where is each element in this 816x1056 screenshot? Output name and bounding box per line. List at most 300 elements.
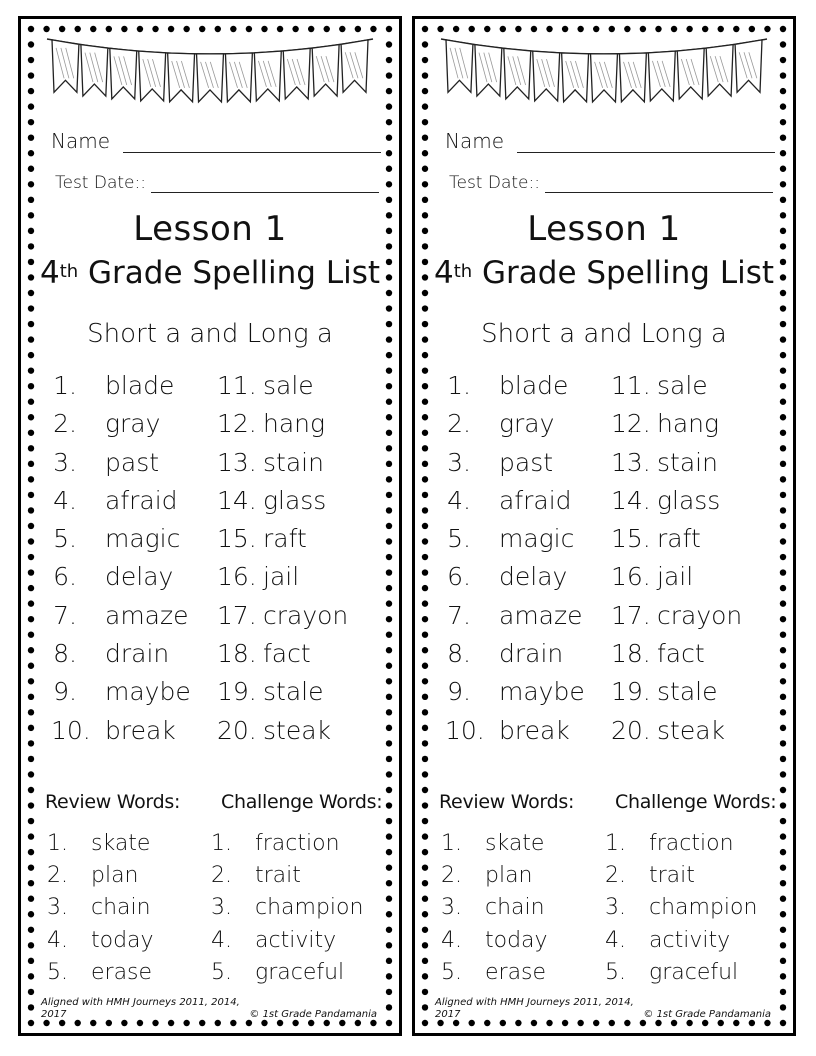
border-dot (324, 1020, 330, 1026)
spelling-word: past (105, 447, 160, 477)
review-word-list (47, 831, 217, 992)
spelling-word: crayon (263, 600, 349, 630)
spelling-word: chain (91, 895, 151, 921)
challenge-words-heading: Challenge Words: (615, 791, 777, 813)
name-field[interactable] (445, 129, 775, 157)
border-dot (422, 958, 428, 964)
border-dot (28, 352, 34, 358)
list-item (605, 928, 775, 960)
spelling-word: fraction (649, 831, 734, 856)
border-dot (718, 1020, 724, 1026)
border-dot (422, 787, 428, 793)
item-number: 1. (211, 831, 232, 856)
border-dot (780, 197, 786, 203)
list-item (217, 562, 387, 600)
border-dot (780, 72, 786, 78)
item-number: 15. (217, 524, 257, 554)
list-item (217, 639, 387, 677)
list-item (217, 716, 387, 754)
spelling-word: magic (499, 524, 575, 554)
border-dot (386, 305, 392, 311)
border-dot (780, 1020, 786, 1026)
item-number: 7. (447, 600, 471, 630)
border-dot (28, 989, 34, 995)
border-dot (386, 181, 392, 187)
border-dot (780, 88, 786, 94)
border-dot (422, 927, 428, 933)
border-dot (780, 849, 786, 855)
review-word-list (441, 831, 611, 992)
grade-title-rest: Grade Spelling List (482, 255, 775, 291)
list-item (217, 486, 387, 524)
item-number: 3. (47, 895, 68, 921)
list-item (611, 486, 781, 524)
item-number: 1. (447, 371, 471, 400)
word-list-col1 (51, 371, 221, 754)
item-number: 1. (605, 831, 626, 856)
border-dot (386, 787, 392, 793)
border-dot (28, 103, 34, 109)
border-dot (28, 57, 34, 63)
spelling-word: afraid (499, 485, 572, 515)
item-number: 19. (217, 677, 257, 707)
list-item (47, 831, 217, 863)
list-item (611, 677, 781, 715)
border-dot (422, 507, 428, 513)
border-dot (28, 911, 34, 917)
border-dot (28, 554, 34, 560)
border-dot (780, 896, 786, 902)
item-number: 13. (611, 447, 651, 477)
border-dot (422, 600, 428, 606)
spelling-word: amaze (105, 600, 189, 630)
spelling-word: crayon (657, 600, 743, 630)
item-number: 3. (211, 895, 232, 921)
item-number: 5. (211, 959, 232, 985)
border-dot (422, 709, 428, 715)
item-number: 2. (211, 863, 232, 889)
border-dot (422, 616, 428, 622)
border-dot (780, 818, 786, 824)
border-dot (780, 103, 786, 109)
border-dot (28, 492, 34, 498)
border-dot (28, 197, 34, 203)
item-number: 16. (217, 562, 257, 592)
name-line[interactable] (123, 152, 381, 153)
border-dot (780, 41, 786, 47)
spelling-word: steak (657, 715, 726, 745)
copyright-note: © 1st Grade Pandamania (643, 1009, 771, 1020)
border-dot (28, 461, 34, 467)
border-dot (28, 26, 34, 32)
border-dot (28, 476, 34, 482)
item-number: 11. (611, 371, 651, 400)
item-number: 2. (47, 863, 68, 889)
item-number: 4. (441, 927, 462, 953)
border-dot (28, 507, 34, 513)
spelling-word: erase (485, 959, 547, 985)
item-number: 7. (53, 600, 77, 630)
border-dot (686, 1020, 692, 1026)
border-dot (422, 678, 428, 684)
item-number: 12. (611, 409, 651, 439)
list-item (211, 928, 381, 960)
border-dot (422, 383, 428, 389)
list-item (441, 928, 611, 960)
border-dot (749, 1020, 755, 1026)
border-dot (422, 554, 428, 560)
list-item (47, 895, 217, 927)
item-number: 9. (53, 677, 77, 707)
spelling-word: raft (657, 524, 701, 554)
border-dot (422, 989, 428, 995)
item-number: 20. (217, 715, 257, 745)
border-dot (386, 927, 392, 933)
border-dot (28, 896, 34, 902)
list-item (51, 448, 221, 486)
border-dot (386, 818, 392, 824)
spelling-word: sale (657, 371, 708, 400)
border-dot (422, 88, 428, 94)
border-dot (386, 756, 392, 762)
border-dot (422, 694, 428, 700)
lesson-title: Lesson 1 (527, 209, 681, 249)
border-dot (386, 134, 392, 140)
item-number: 13. (217, 447, 257, 477)
list-item (611, 562, 781, 600)
spelling-word: sale (263, 371, 314, 400)
list-item (441, 960, 611, 992)
border-dot (292, 1020, 298, 1026)
item-number: 6. (53, 562, 77, 592)
border-dot (671, 1020, 677, 1026)
spelling-word: trait (649, 863, 695, 889)
border-dot (386, 973, 392, 979)
list-item (217, 371, 387, 409)
border-dot (386, 197, 392, 203)
test-date-field[interactable] (449, 169, 773, 197)
border-dot (28, 678, 34, 684)
list-item (47, 960, 217, 992)
border-dot (386, 989, 392, 995)
border-dot (780, 1004, 786, 1010)
border-dot (780, 989, 786, 995)
list-item (441, 831, 611, 863)
border-dot (28, 305, 34, 311)
item-number: 16. (611, 562, 651, 592)
list-item (47, 863, 217, 895)
challenge-words-heading: Challenge Words: (221, 791, 383, 813)
border-dot (28, 802, 34, 808)
border-dot (28, 445, 34, 451)
name-field[interactable] (51, 129, 381, 157)
border-dot (28, 694, 34, 700)
list-item (211, 831, 381, 863)
item-number: 4. (211, 927, 232, 953)
list-item (51, 677, 221, 715)
item-number: 10. (445, 715, 485, 745)
border-dot (422, 1004, 428, 1010)
spelling-word: erase (91, 959, 153, 985)
border-dot (780, 57, 786, 63)
border-dot (386, 911, 392, 917)
border-dot (422, 445, 428, 451)
border-dot (422, 352, 428, 358)
spelling-word: plan (485, 863, 533, 889)
word-list-col2 (611, 371, 781, 754)
border-dot (28, 166, 34, 172)
border-dot (780, 802, 786, 808)
border-dot (422, 631, 428, 637)
test-date-label: Test Date:: (449, 173, 540, 193)
border-dot (422, 864, 428, 870)
item-number: 5. (53, 524, 77, 554)
border-dot (422, 569, 428, 575)
pennant-banner-icon (43, 25, 377, 113)
border-dot (28, 383, 34, 389)
border-dot (28, 973, 34, 979)
spelling-word: fact (263, 639, 311, 669)
border-dot (28, 864, 34, 870)
test-date-line[interactable] (151, 192, 379, 193)
name-line[interactable] (517, 152, 775, 153)
item-number: 18. (611, 639, 651, 669)
border-dot (702, 1020, 708, 1026)
border-dot (386, 150, 392, 156)
item-number: 2. (53, 409, 77, 439)
list-item (217, 601, 387, 639)
spelling-word: magic (105, 524, 181, 554)
spelling-word: jail (263, 562, 300, 592)
item-number: 12. (217, 409, 257, 439)
item-number: 8. (53, 639, 77, 669)
border-dot (780, 756, 786, 762)
border-dot (780, 942, 786, 948)
border-dot (28, 927, 34, 933)
border-dot (28, 787, 34, 793)
border-dot (422, 849, 428, 855)
border-dot (780, 958, 786, 964)
border-dot (780, 771, 786, 777)
list-item (611, 409, 781, 447)
border-dot (28, 616, 34, 622)
border-dot (28, 585, 34, 591)
list-item (611, 524, 781, 562)
border-dot (386, 166, 392, 172)
item-number: 9. (447, 677, 471, 707)
border-dot (733, 1020, 739, 1026)
border-dot (28, 181, 34, 187)
list-item (217, 524, 387, 562)
review-words-heading: Review Words: (45, 791, 181, 813)
item-number: 8. (447, 639, 471, 669)
border-dot (28, 414, 34, 420)
border-dot (422, 725, 428, 731)
list-item (445, 524, 615, 562)
border-dot (386, 57, 392, 63)
border-dot (386, 103, 392, 109)
border-dot (780, 134, 786, 140)
word-list-col2 (217, 371, 387, 754)
border-dot (28, 771, 34, 777)
border-dot (28, 818, 34, 824)
list-item (445, 371, 615, 409)
spelling-word: drain (105, 639, 170, 669)
challenge-word-list (211, 831, 381, 992)
border-dot (422, 818, 428, 824)
spelling-word: maybe (105, 677, 191, 707)
border-dot (780, 833, 786, 839)
border-dot (422, 41, 428, 47)
border-dot (655, 1020, 661, 1026)
border-dot (780, 150, 786, 156)
item-number: 5. (441, 959, 462, 985)
border-dot (28, 538, 34, 544)
spelling-word: activity (649, 927, 731, 953)
border-dot (28, 880, 34, 886)
spelling-word: gray (499, 409, 555, 439)
spelling-word: graceful (649, 959, 739, 985)
grade-number: 4 (39, 255, 60, 291)
grade-suffix: th (453, 261, 473, 282)
list-item (445, 562, 615, 600)
border-dot (422, 197, 428, 203)
spelling-word: fact (657, 639, 705, 669)
border-dot (422, 305, 428, 311)
border-dot (28, 833, 34, 839)
spelling-pattern: Short a and Long a (481, 319, 727, 349)
list-item (605, 960, 775, 992)
border-dot (422, 1020, 428, 1026)
list-item (611, 639, 781, 677)
spelling-word: champion (649, 895, 758, 921)
border-dot (261, 1020, 267, 1026)
spelling-word: blade (499, 371, 569, 400)
border-dot (28, 756, 34, 762)
border-dot (386, 942, 392, 948)
spelling-word: break (499, 715, 570, 745)
spelling-word: amaze (499, 600, 583, 630)
alignment-note: Aligned with HMH Journeys 2011, 2014, 2017 (435, 997, 634, 1020)
item-number: 14. (217, 485, 257, 515)
border-dot (422, 461, 428, 467)
item-number: 4. (447, 485, 471, 515)
list-item (605, 895, 775, 927)
item-number: 5. (605, 959, 626, 985)
border-dot (386, 119, 392, 125)
item-number: 11. (217, 371, 257, 400)
border-dot (370, 1020, 376, 1026)
border-dot (422, 119, 428, 125)
test-date-line[interactable] (545, 192, 773, 193)
grade-title (21, 255, 399, 291)
border-dot (277, 1020, 283, 1026)
list-item (211, 960, 381, 992)
item-number: 4. (53, 485, 77, 515)
list-item (47, 928, 217, 960)
spelling-word: plan (91, 863, 139, 889)
spelling-word: stain (657, 447, 718, 477)
list-item (445, 601, 615, 639)
border-dot (386, 864, 392, 870)
list-item (51, 639, 221, 677)
border-dot (780, 166, 786, 172)
item-number: 6. (447, 562, 471, 592)
border-dot (28, 430, 34, 436)
border-dot (422, 973, 428, 979)
list-item (441, 863, 611, 895)
border-dot (339, 1020, 345, 1026)
spelling-word: break (105, 715, 176, 745)
list-item (51, 562, 221, 600)
border-dot (355, 1020, 361, 1026)
spelling-word: skate (485, 831, 545, 856)
spelling-word: graceful (255, 959, 345, 985)
border-dot (28, 958, 34, 964)
border-dot (422, 585, 428, 591)
border-dot (28, 600, 34, 606)
border-dot (422, 367, 428, 373)
border-dot (422, 430, 428, 436)
border-dot (422, 476, 428, 482)
border-dot (780, 911, 786, 917)
list-item (445, 448, 615, 486)
spelling-word: stale (657, 677, 718, 707)
border-dot (780, 305, 786, 311)
item-number: 5. (47, 959, 68, 985)
list-item (441, 895, 611, 927)
list-item (211, 863, 381, 895)
list-item (51, 409, 221, 447)
border-dot (28, 72, 34, 78)
border-dot (422, 492, 428, 498)
border-dot (28, 849, 34, 855)
test-date-field[interactable] (55, 169, 379, 197)
spelling-word: steak (263, 715, 332, 745)
border-dot (780, 973, 786, 979)
border-dot (422, 150, 428, 156)
border-dot (422, 57, 428, 63)
list-item (51, 601, 221, 639)
list-item (217, 409, 387, 447)
item-number: 2. (605, 863, 626, 889)
border-dot (28, 367, 34, 373)
list-item (445, 716, 615, 754)
spelling-word: activity (255, 927, 337, 953)
border-dot (780, 119, 786, 125)
test-date-label: Test Date:: (55, 173, 146, 193)
border-dot (28, 725, 34, 731)
border-dot (28, 1020, 34, 1026)
border-dot (422, 538, 428, 544)
spelling-word: trait (255, 863, 301, 889)
border-dot (780, 26, 786, 32)
border-dot (422, 181, 428, 187)
grade-suffix: th (59, 261, 79, 282)
list-item (605, 831, 775, 863)
border-dot (28, 399, 34, 405)
border-dot (422, 896, 428, 902)
item-number: 18. (217, 639, 257, 669)
list-item (611, 716, 781, 754)
border-dot (386, 88, 392, 94)
list-item (445, 486, 615, 524)
list-item (605, 863, 775, 895)
list-item (51, 524, 221, 562)
border-dot (386, 880, 392, 886)
border-dot (780, 181, 786, 187)
list-item (445, 639, 615, 677)
